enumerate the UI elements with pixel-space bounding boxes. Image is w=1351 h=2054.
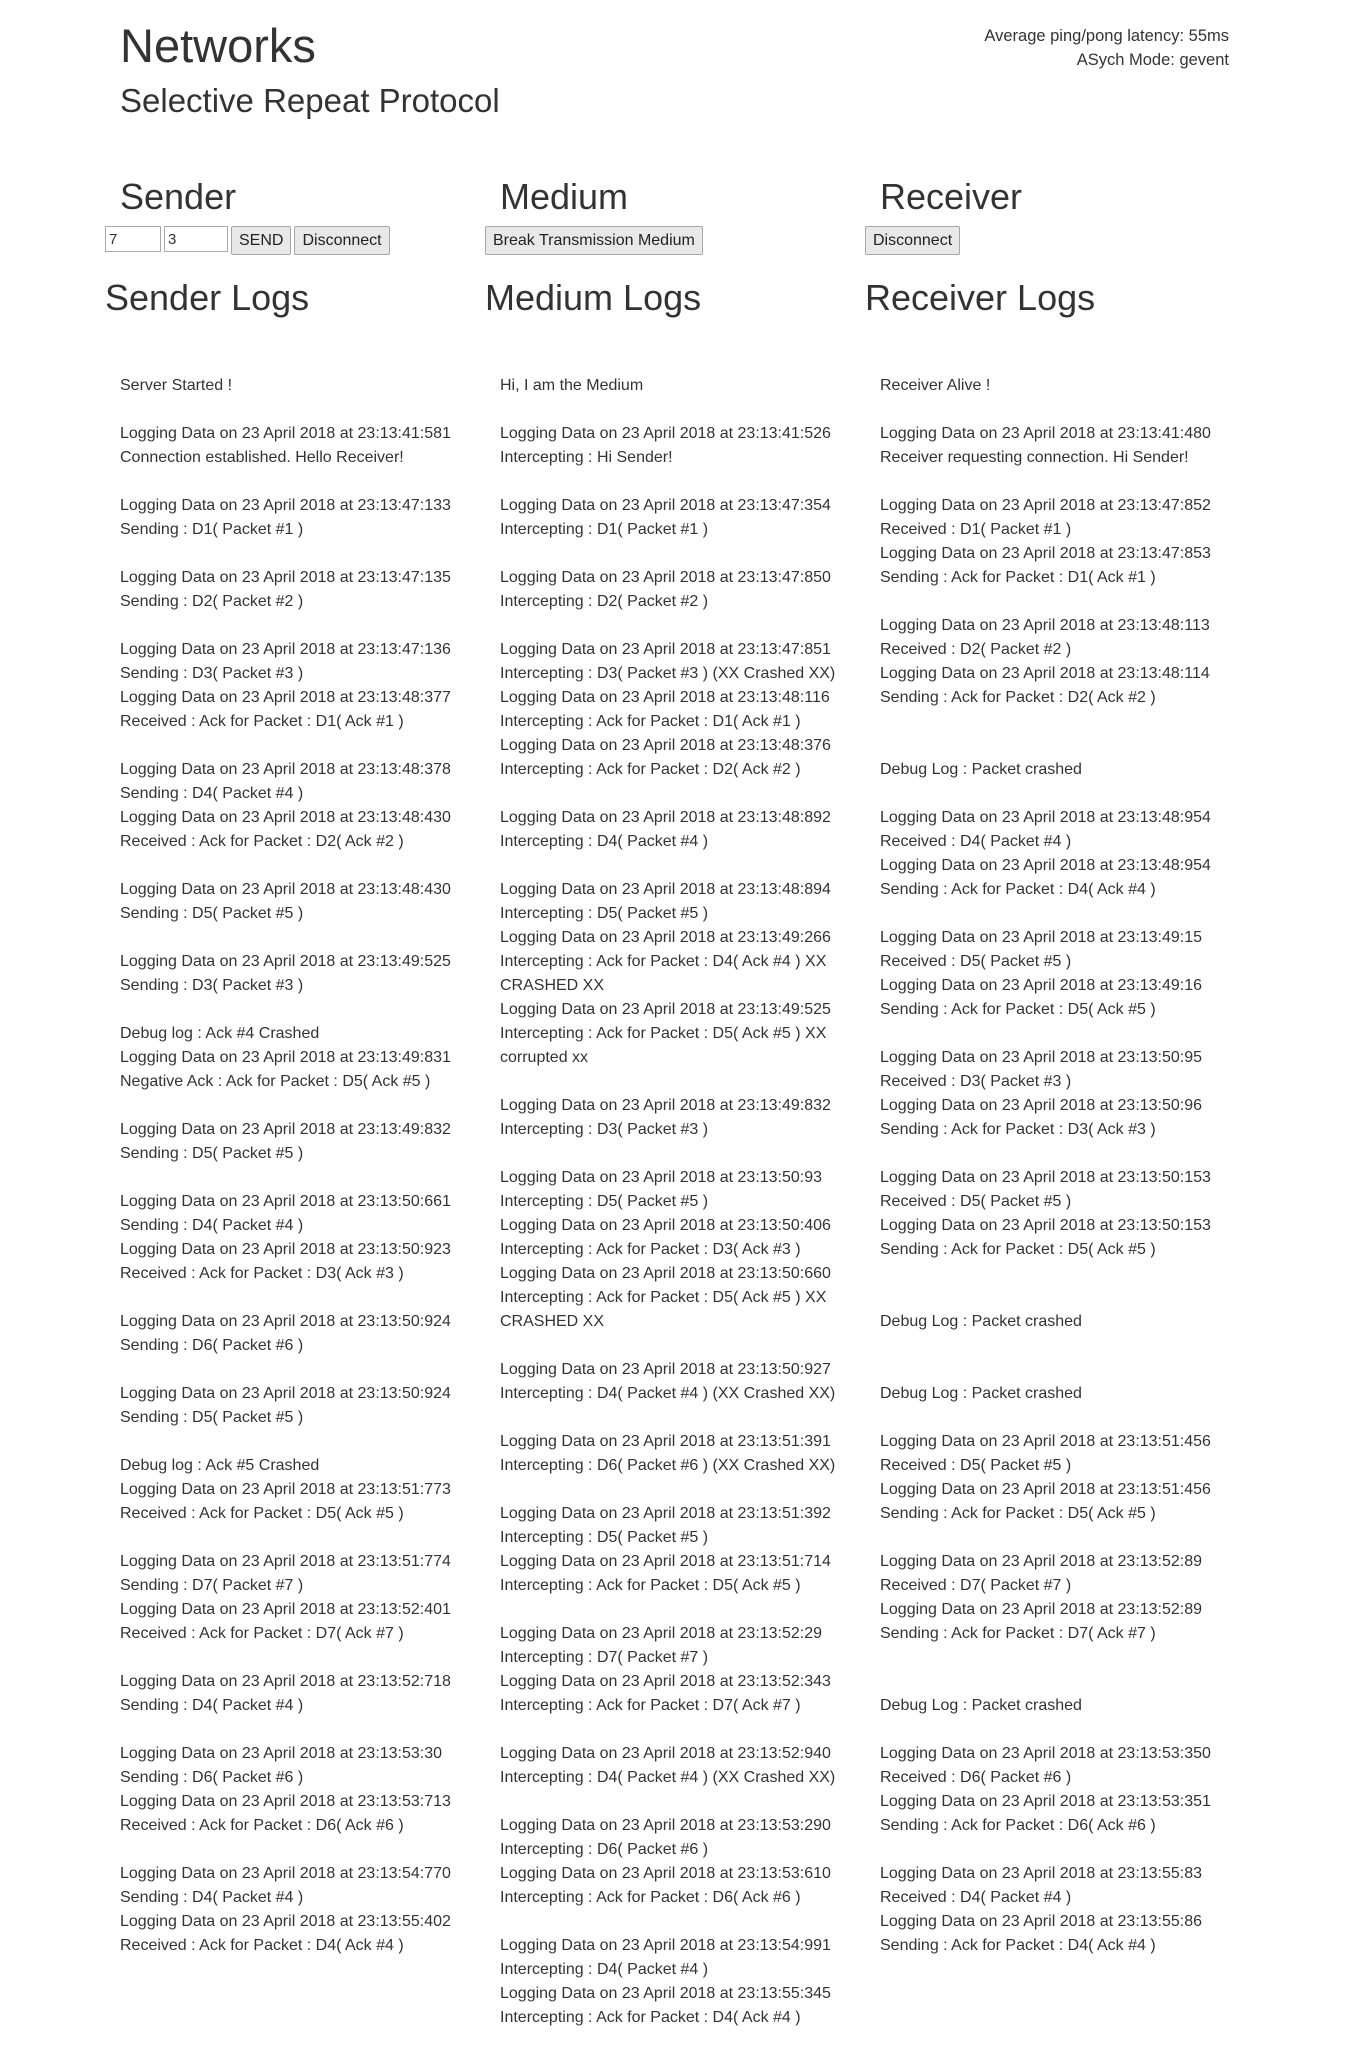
log-line: Intercepting : Ack for Packet : D4( Ack #4 ) XX — [500, 953, 827, 970]
log-line: Intercepting : D4( Packet #4 ) — [500, 1961, 709, 1978]
sender-log-list — [120, 374, 465, 1982]
log-line: Logging Data on 23 April 2018 at 23:13:53:290 — [500, 1817, 831, 1834]
log-line: Debug Log : Packet crashed — [880, 1697, 1082, 1714]
log-line: Sending : Ack for Packet : D5( Ack #5 ) — [880, 1241, 1156, 1258]
log-line: Logging Data on 23 April 2018 at 23:13:50:406 — [500, 1217, 831, 1234]
receiver-disconnect-button[interactable]: Disconnect — [865, 226, 960, 255]
log-line: Sending : Ack for Packet : D1( Ack #1 ) — [880, 569, 1156, 586]
log-entry — [500, 374, 845, 398]
log-line: Logging Data on 23 April 2018 at 23:13:52:343 — [500, 1673, 831, 1690]
log-line: Logging Data on 23 April 2018 at 23:13:50:924 — [120, 1385, 451, 1402]
log-line: Received : Ack for Packet : D5( Ack #5 ) — [120, 1505, 404, 1522]
log-line: Logging Data on 23 April 2018 at 23:13:47:850 — [500, 569, 831, 586]
log-line: Logging Data on 23 April 2018 at 23:13:52:718 — [120, 1673, 451, 1690]
log-line: Sending : D3( Packet #3 ) — [120, 977, 304, 994]
log-line: Intercepting : D3( Packet #3 ) (XX Crashed XX) — [500, 665, 836, 682]
log-line: Connection established. Hello Receiver! — [120, 449, 404, 466]
log-entry — [120, 758, 465, 854]
log-line: Intercepting : D7( Packet #7 ) — [500, 1649, 709, 1666]
log-entry — [500, 1622, 845, 1718]
log-line: Logging Data on 23 April 2018 at 23:13:49:15 — [880, 929, 1203, 946]
log-line: Intercepting : Hi Sender! — [500, 449, 673, 466]
log-line — [880, 1262, 1225, 1286]
log-line: Logging Data on 23 April 2018 at 23:13:49:832 — [500, 1097, 831, 1114]
log-line: Received : D4( Packet #4 ) — [880, 1889, 1072, 1906]
log-line: Logging Data on 23 April 2018 at 23:13:49:266 — [500, 929, 831, 946]
log-line — [880, 1646, 1225, 1670]
medium-heading: Medium — [500, 176, 629, 217]
log-entry — [880, 1430, 1225, 1526]
log-line: Logging Data on 23 April 2018 at 23:13:41:480 — [880, 425, 1211, 442]
log-line: Logging Data on 23 April 2018 at 23:13:52:89 — [880, 1601, 1203, 1618]
log-line: Logging Data on 23 April 2018 at 23:13:50:93 — [500, 1169, 823, 1186]
latency-readout: Average ping/pong latency: 55ms — [984, 27, 1229, 45]
log-line: CRASHED XX — [500, 977, 605, 994]
sender-controls — [105, 226, 390, 255]
log-line: Logging Data on 23 April 2018 at 23:13:49:832 — [120, 1121, 451, 1138]
log-line: Logging Data on 23 April 2018 at 23:13:54:770 — [120, 1865, 451, 1882]
log-entry — [500, 566, 845, 614]
sender-disconnect-button[interactable]: Disconnect — [294, 226, 389, 255]
log-line: Logging Data on 23 April 2018 at 23:13:50:153 — [880, 1169, 1211, 1186]
log-entry — [120, 1022, 465, 1094]
log-line: Logging Data on 23 April 2018 at 23:13:41:526 — [500, 425, 831, 442]
log-entry — [120, 1550, 465, 1646]
log-entry — [500, 878, 845, 1070]
log-line: Server Started ! — [120, 377, 233, 394]
log-line: Debug Log : Packet crashed — [880, 1385, 1082, 1402]
log-entry — [120, 878, 465, 926]
log-line: Intercepting : D4( Packet #4 ) — [500, 833, 709, 850]
log-line: Intercepting : D6( Packet #6 ) (XX Crashed XX) — [500, 1457, 836, 1474]
log-line: Received : D1( Packet #1 ) — [880, 521, 1072, 538]
log-line: Logging Data on 23 April 2018 at 23:13:48:113 — [880, 617, 1210, 634]
log-line: Logging Data on 23 April 2018 at 23:13:53:713 — [120, 1793, 451, 1810]
page-subtitle: Selective Repeat Protocol — [120, 82, 500, 119]
log-line: Intercepting : D4( Packet #4 ) (XX Crashed XX) — [500, 1385, 836, 1402]
log-entry — [500, 638, 845, 782]
log-line: Received : Ack for Packet : D1( Ack #1 ) — [120, 713, 404, 730]
log-entry — [880, 1046, 1225, 1142]
receiver-log-list — [880, 374, 1225, 1982]
log-line: Intercepting : D5( Packet #5 ) — [500, 1529, 709, 1546]
log-entry — [500, 1814, 845, 1910]
log-line: Logging Data on 23 April 2018 at 23:13:51:391 — [500, 1433, 831, 1450]
log-line: Logging Data on 23 April 2018 at 23:13:48:894 — [500, 881, 831, 898]
log-line: Logging Data on 23 April 2018 at 23:13:50:153 — [880, 1217, 1211, 1234]
log-entry — [500, 422, 845, 470]
log-line: Sending : Ack for Packet : D3( Ack #3 ) — [880, 1121, 1156, 1138]
log-entry — [880, 926, 1225, 1022]
medium-logs-heading: Medium Logs — [485, 277, 702, 318]
log-line: Intercepting : Ack for Packet : D5( Ack #5 ) XX — [500, 1289, 827, 1306]
log-line: Intercepting : Ack for Packet : D3( Ack #3 ) — [500, 1241, 801, 1258]
log-entry — [880, 1550, 1225, 1670]
log-line: Intercepting : Ack for Packet : D2( Ack #2 ) — [500, 761, 801, 778]
log-line: Received : D7( Packet #7 ) — [880, 1577, 1072, 1594]
log-line: Received : D5( Packet #5 ) — [880, 1457, 1072, 1474]
log-entry — [120, 1862, 465, 1958]
log-line: Logging Data on 23 April 2018 at 23:13:52:29 — [500, 1625, 823, 1642]
log-entry — [120, 1118, 465, 1166]
log-entry — [500, 1430, 845, 1478]
log-line: Logging Data on 23 April 2018 at 23:13:48:892 — [500, 809, 831, 826]
page-title: Networks — [120, 19, 316, 72]
log-line: Logging Data on 23 April 2018 at 23:13:48:114 — [880, 665, 1210, 682]
medium-log-list — [500, 374, 845, 2054]
log-line: Logging Data on 23 April 2018 at 23:13:48:430 — [120, 809, 451, 826]
log-entry — [120, 1382, 465, 1430]
log-line: Receiver Alive ! — [880, 377, 991, 394]
log-line: Logging Data on 23 April 2018 at 23:13:51:773 — [120, 1481, 451, 1498]
log-entry — [880, 1382, 1225, 1406]
log-entry — [500, 806, 845, 854]
log-line: Negative Ack : Ack for Packet : D5( Ack #5 ) — [120, 1073, 431, 1090]
log-line: Intercepting : D1( Packet #1 ) — [500, 521, 709, 538]
log-entry — [500, 494, 845, 542]
log-line: Intercepting : Ack for Packet : D6( Ack #6 ) — [500, 1889, 801, 1906]
log-entry — [500, 1166, 845, 1334]
log-line: Intercepting : D5( Packet #5 ) — [500, 905, 709, 922]
log-line: Received : D2( Packet #2 ) — [880, 641, 1072, 658]
log-line: Logging Data on 23 April 2018 at 23:13:55:83 — [880, 1865, 1203, 1882]
log-entry — [880, 806, 1225, 902]
log-line: Sending : Ack for Packet : D2( Ack #2 ) — [880, 689, 1156, 706]
receiver-heading: Receiver — [880, 176, 1023, 217]
log-entry — [500, 1742, 845, 1790]
log-line: Sending : D4( Packet #4 ) — [120, 1889, 304, 1906]
log-line: Logging Data on 23 April 2018 at 23:13:52:401 — [120, 1601, 451, 1618]
log-line: Received : D5( Packet #5 ) — [880, 1193, 1072, 1210]
log-line: Logging Data on 23 April 2018 at 23:13:47:851 — [500, 641, 831, 658]
log-line: Debug log : Ack #4 Crashed — [120, 1025, 320, 1042]
log-line: Sending : Ack for Packet : D7( Ack #7 ) — [880, 1625, 1156, 1642]
log-line: Receiver requesting connection. Hi Sender! — [880, 449, 1189, 466]
log-line: Received : Ack for Packet : D6( Ack #6 ) — [120, 1817, 404, 1834]
log-line: Intercepting : D4( Packet #4 ) (XX Crashed XX) — [500, 1769, 836, 1786]
receiver-logs-heading: Receiver Logs — [865, 277, 1096, 318]
log-line: Logging Data on 23 April 2018 at 23:13:48:430 — [120, 881, 451, 898]
log-line: Logging Data on 23 April 2018 at 23:13:48:376 — [500, 737, 831, 754]
log-line: Intercepting : Ack for Packet : D5( Ack #5 ) XX — [500, 1025, 827, 1042]
log-line: Received : Ack for Packet : D4( Ack #4 ) — [120, 1937, 404, 1954]
log-entry — [880, 422, 1225, 470]
log-entry — [880, 494, 1225, 590]
log-entry — [880, 1694, 1225, 1718]
log-line: Debug Log : Packet crashed — [880, 1313, 1082, 1330]
log-line: Sending : Ack for Packet : D5( Ack #5 ) — [880, 1505, 1156, 1522]
log-line: Logging Data on 23 April 2018 at 23:13:50:661 — [120, 1193, 451, 1210]
log-line: Intercepting : D3( Packet #3 ) — [500, 1121, 709, 1138]
stats-panel — [984, 24, 1229, 72]
log-line: Logging Data on 23 April 2018 at 23:13:49:831 — [120, 1049, 451, 1066]
log-line: Logging Data on 23 April 2018 at 23:13:50:924 — [120, 1313, 451, 1330]
receiver-controls — [865, 226, 960, 255]
log-entry — [120, 494, 465, 542]
log-line: Sending : Ack for Packet : D5( Ack #5 ) — [880, 1001, 1156, 1018]
window-size-input[interactable] — [105, 226, 161, 252]
log-entry — [120, 422, 465, 470]
log-line: Logging Data on 23 April 2018 at 23:13:47:133 — [120, 497, 451, 514]
log-line: Logging Data on 23 April 2018 at 23:13:50:927 — [500, 1361, 831, 1378]
log-entry — [500, 1502, 845, 1598]
log-line: Logging Data on 23 April 2018 at 23:13:50:96 — [880, 1097, 1203, 1114]
log-line: Logging Data on 23 April 2018 at 23:13:47:136 — [120, 641, 451, 658]
log-line: Logging Data on 23 April 2018 at 23:13:48:116 — [500, 689, 830, 706]
log-entry — [120, 1742, 465, 1838]
log-line: Logging Data on 23 April 2018 at 23:13:53:351 — [880, 1793, 1211, 1810]
log-line: Logging Data on 23 April 2018 at 23:13:49:525 — [120, 953, 451, 970]
log-line: Logging Data on 23 April 2018 at 23:13:49:525 — [500, 1001, 831, 1018]
log-line: Intercepting : Ack for Packet : D1( Ack #1 ) — [500, 713, 801, 730]
log-line: Received : Ack for Packet : D3( Ack #3 ) — [120, 1265, 404, 1282]
log-line: Logging Data on 23 April 2018 at 23:13:55:402 — [120, 1913, 451, 1930]
log-entry — [880, 614, 1225, 734]
log-line: Logging Data on 23 April 2018 at 23:13:53:30 — [120, 1745, 443, 1762]
log-line: Logging Data on 23 April 2018 at 23:13:48:378 — [120, 761, 451, 778]
log-entry — [880, 1742, 1225, 1838]
medium-controls — [485, 226, 703, 255]
log-line: Logging Data on 23 April 2018 at 23:13:49:16 — [880, 977, 1203, 994]
log-line: CRASHED XX — [500, 1313, 605, 1330]
log-line — [880, 710, 1225, 734]
log-entry — [120, 566, 465, 614]
sender-heading: Sender — [120, 176, 237, 217]
log-line: corrupted xx — [500, 1049, 589, 1066]
log-line: Sending : D5( Packet #5 ) — [120, 905, 304, 922]
log-line: Logging Data on 23 April 2018 at 23:13:51:774 — [120, 1553, 451, 1570]
async-mode-readout: ASych Mode: gevent — [1076, 51, 1229, 69]
break-transmission-medium-button[interactable]: Break Transmission Medium — [485, 226, 703, 255]
log-line: Logging Data on 23 April 2018 at 23:13:54:991 — [500, 1937, 831, 1954]
log-line: Received : D6( Packet #6 ) — [880, 1769, 1072, 1786]
log-line: Sending : D2( Packet #2 ) — [120, 593, 304, 610]
log-line: Sending : D1( Packet #1 ) — [120, 521, 304, 538]
log-entry — [120, 1310, 465, 1358]
log-line: Sending : D5( Packet #5 ) — [120, 1145, 304, 1162]
log-line — [880, 1334, 1225, 1358]
log-line: Logging Data on 23 April 2018 at 23:13:47:135 — [120, 569, 451, 586]
log-line: Logging Data on 23 April 2018 at 23:13:51:456 — [880, 1481, 1211, 1498]
log-line: Intercepting : Ack for Packet : D5( Ack #5 ) — [500, 1577, 801, 1594]
log-line: Logging Data on 23 April 2018 at 23:13:47:853 — [880, 545, 1211, 562]
log-line: Sending : Ack for Packet : D6( Ack #6 ) — [880, 1817, 1156, 1834]
log-entry — [120, 638, 465, 734]
log-entry — [880, 1310, 1225, 1358]
log-line: Logging Data on 23 April 2018 at 23:13:53:610 — [500, 1865, 831, 1882]
log-entry — [120, 950, 465, 998]
log-line: Logging Data on 23 April 2018 at 23:13:48:954 — [880, 809, 1211, 826]
log-line: Logging Data on 23 April 2018 at 23:13:48:954 — [880, 857, 1211, 874]
log-line: Logging Data on 23 April 2018 at 23:13:41:581 — [120, 425, 451, 442]
log-line: Logging Data on 23 April 2018 at 23:13:55:345 — [500, 1985, 831, 2002]
log-line: Sending : D4( Packet #4 ) — [120, 785, 304, 802]
log-line: Sending : D6( Packet #6 ) — [120, 1769, 304, 1786]
log-line: Intercepting : Ack for Packet : D4( Ack #4 ) — [500, 2009, 801, 2026]
log-line: Intercepting : D6( Packet #6 ) — [500, 1841, 709, 1858]
log-entry — [120, 374, 465, 398]
log-line: Sending : Ack for Packet : D4( Ack #4 ) — [880, 881, 1156, 898]
log-line: Sending : D5( Packet #5 ) — [120, 1409, 304, 1426]
log-line: Logging Data on 23 April 2018 at 23:13:51:392 — [500, 1505, 831, 1522]
log-line: Received : Ack for Packet : D2( Ack #2 ) — [120, 833, 404, 850]
log-line: Logging Data on 23 April 2018 at 23:13:50:95 — [880, 1049, 1203, 1066]
log-line: Sending : D7( Packet #7 ) — [120, 1577, 304, 1594]
log-line: Intercepting : D2( Packet #2 ) — [500, 593, 709, 610]
log-line: Logging Data on 23 April 2018 at 23:13:52:940 — [500, 1745, 831, 1762]
log-line: Sending : D4( Packet #4 ) — [120, 1697, 304, 1714]
log-line: Intercepting : Ack for Packet : D7( Ack #7 ) — [500, 1697, 801, 1714]
log-line: Logging Data on 23 April 2018 at 23:13:51:714 — [500, 1553, 831, 1570]
packet-count-input[interactable] — [164, 226, 228, 252]
log-line: Received : D3( Packet #3 ) — [880, 1073, 1072, 1090]
send-button[interactable]: SEND — [231, 226, 291, 255]
log-line: Hi, I am the Medium — [500, 377, 644, 394]
sender-logs-heading: Sender Logs — [105, 277, 310, 318]
log-line: Logging Data on 23 April 2018 at 23:13:51:456 — [880, 1433, 1211, 1450]
log-line: Logging Data on 23 April 2018 at 23:13:50:923 — [120, 1241, 451, 1258]
log-line: Intercepting : D5( Packet #5 ) — [500, 1193, 709, 1210]
log-line: Sending : D4( Packet #4 ) — [120, 1217, 304, 1234]
log-entry — [880, 758, 1225, 782]
log-entry — [120, 1190, 465, 1286]
log-entry — [120, 1670, 465, 1718]
log-entry — [880, 1862, 1225, 1958]
log-line: Logging Data on 23 April 2018 at 23:13:47:852 — [880, 497, 1211, 514]
log-entry — [880, 1166, 1225, 1286]
log-line: Logging Data on 23 April 2018 at 23:13:53:350 — [880, 1745, 1211, 1762]
log-line: Debug Log : Packet crashed — [880, 761, 1082, 778]
log-line: Logging Data on 23 April 2018 at 23:13:50:660 — [500, 1265, 831, 1282]
log-line: Sending : Ack for Packet : D4( Ack #4 ) — [880, 1937, 1156, 1954]
log-line: Sending : D3( Packet #3 ) — [120, 665, 304, 682]
log-entry — [500, 1934, 845, 2030]
log-line: Received : D4( Packet #4 ) — [880, 833, 1072, 850]
log-entry — [500, 1358, 845, 1406]
log-line: Received : Ack for Packet : D7( Ack #7 ) — [120, 1625, 404, 1642]
log-line: Sending : D6( Packet #6 ) — [120, 1337, 304, 1354]
log-entry — [500, 1094, 845, 1142]
log-entry — [880, 374, 1225, 398]
log-line: Logging Data on 23 April 2018 at 23:13:52:89 — [880, 1553, 1203, 1570]
log-line: Logging Data on 23 April 2018 at 23:13:48:377 — [120, 689, 451, 706]
log-entry — [120, 1454, 465, 1526]
log-line: Debug log : Ack #5 Crashed — [120, 1457, 320, 1474]
log-line: Logging Data on 23 April 2018 at 23:13:47:354 — [500, 497, 831, 514]
log-line: Received : D5( Packet #5 ) — [880, 953, 1072, 970]
log-line: Logging Data on 23 April 2018 at 23:13:55:86 — [880, 1913, 1203, 1930]
